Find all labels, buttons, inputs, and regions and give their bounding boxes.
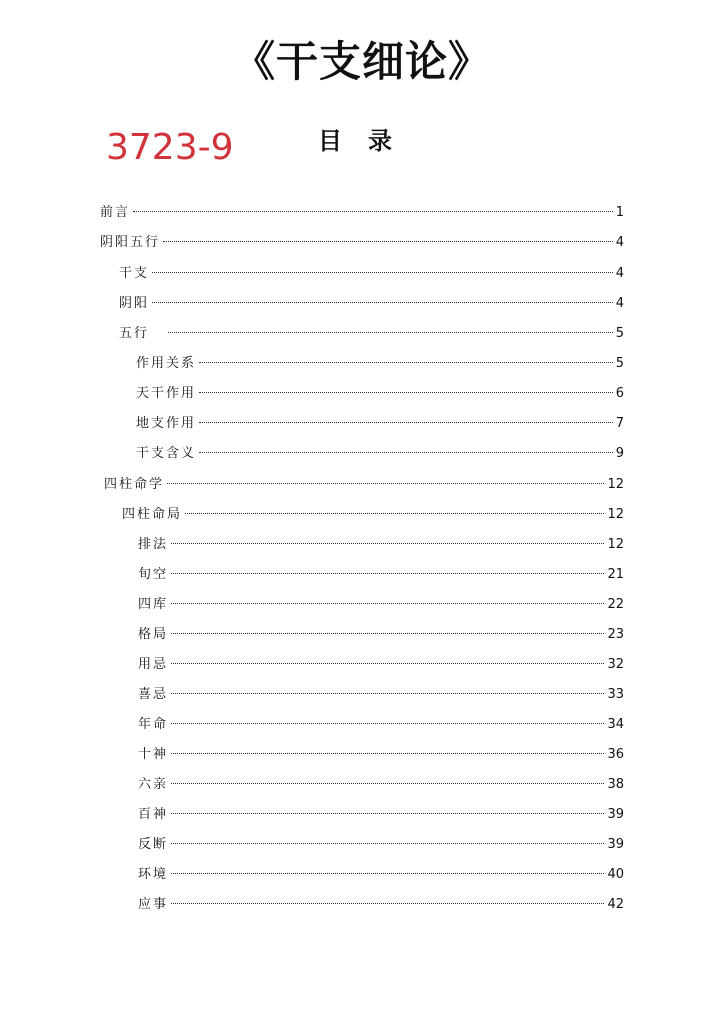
toc-entry-page: 36 [607,747,624,762]
toc-entry-page: 23 [607,627,624,642]
toc-entry[interactable] [119,259,624,289]
toc-entry[interactable] [138,680,624,710]
toc-entry-page: 5 [615,326,624,341]
dot-leader [167,483,604,484]
toc-entry[interactable] [104,470,624,500]
toc-entry-label: 作用关系 [136,356,197,371]
book-title: 《干支细论》 [232,37,491,86]
dot-leader [199,422,613,423]
toc-entry-page: 5 [615,356,624,371]
toc-entry-page: 33 [607,687,624,702]
dot-leader [152,272,613,273]
toc-entry-page: 9 [615,446,624,461]
toc-entry[interactable] [138,530,624,560]
toc-entry-label: 四柱命学 [104,477,165,492]
toc-entry-page: 42 [607,897,624,912]
toc-entry[interactable] [138,770,624,800]
document-code: 3723-9 [106,127,234,168]
dot-leader [171,663,604,664]
dot-leader [171,693,604,694]
toc-entry-page: 39 [607,837,624,852]
toc-entry-label: 格局 [138,627,169,642]
toc-entry[interactable] [119,319,624,349]
toc-entry-label: 五行 [119,326,150,341]
toc-entry[interactable] [138,890,624,920]
toc-entry[interactable] [138,710,624,740]
toc-entry[interactable] [138,740,624,770]
toc-entry-label: 地支作用 [136,416,197,431]
toc-entry-label: 四库 [138,597,169,612]
toc-entry-page: 12 [607,537,624,552]
toc-entry-page: 1 [615,205,624,220]
toc-entry-label: 干支 [119,266,150,281]
dot-leader [171,573,604,574]
toc-entry-label: 反断 [138,837,169,852]
toc-entry-page: 7 [615,416,624,431]
dot-leader [171,783,604,784]
toc-entry-page: 40 [607,867,624,882]
toc-heading: 目录 [318,126,418,155]
dot-leader [171,903,604,904]
dot-leader [171,873,604,874]
toc-entry[interactable] [100,198,624,228]
dot-leader [199,392,613,393]
toc-entry-label: 干支含义 [136,446,197,461]
toc-entry[interactable] [136,349,624,379]
toc-entry-page: 4 [615,235,624,250]
toc-entry-page: 21 [607,567,624,582]
toc-entry-label: 六亲 [138,777,169,792]
dot-leader [152,302,613,303]
dot-leader [171,603,604,604]
dot-leader [133,211,613,212]
toc-entry[interactable] [138,800,624,830]
toc-entry[interactable] [138,620,624,650]
toc-entry[interactable] [138,830,624,860]
dot-leader [171,723,604,724]
toc-entry-label: 四柱命局 [122,507,183,522]
toc-entry-label: 喜忌 [138,687,169,702]
toc-entry-label: 用忌 [138,657,169,672]
toc-entry-label: 排法 [138,537,169,552]
toc-entry[interactable] [138,650,624,680]
toc-entry-page: 34 [607,717,624,732]
toc-entry[interactable] [136,409,624,439]
toc-entry[interactable] [138,590,624,620]
toc-entry-page: 4 [615,296,624,311]
toc-entry-label: 百神 [138,807,169,822]
toc-entry-page: 12 [607,477,624,492]
toc-entry[interactable] [119,289,624,319]
toc-entry[interactable] [138,860,624,890]
toc-entry[interactable] [136,439,624,469]
toc-entry-label: 十神 [138,747,169,762]
toc-entry-page: 22 [607,597,624,612]
toc-entry[interactable] [122,500,624,530]
toc-entry-page: 32 [607,657,624,672]
toc-entry-label: 旬空 [138,567,169,582]
toc-entry[interactable] [136,379,624,409]
dot-leader [171,753,604,754]
toc-entry-label: 天干作用 [136,386,197,401]
toc-entry-page: 6 [615,386,624,401]
toc-entry-label: 应事 [138,897,169,912]
dot-leader [171,633,604,634]
dot-leader [199,452,613,453]
toc-entry-label: 年命 [138,717,169,732]
toc-entry-label: 阴阳 [119,296,150,311]
dot-leader [171,843,604,844]
dot-leader [185,513,604,514]
dot-leader [199,362,613,363]
dot-leader [171,543,604,544]
toc-entry-page: 38 [607,777,624,792]
dot-leader [168,332,613,333]
toc-entry[interactable] [100,228,624,258]
toc-entry[interactable] [138,560,624,590]
dot-leader [163,241,613,242]
toc-entry-label: 前言 [100,205,131,220]
toc-entry-label: 阴阳五行 [100,235,161,250]
dot-leader [171,813,604,814]
toc-entry-page: 39 [607,807,624,822]
toc-entry-page: 12 [607,507,624,522]
toc-entry-label: 环境 [138,867,169,882]
toc-entry-page: 4 [615,266,624,281]
